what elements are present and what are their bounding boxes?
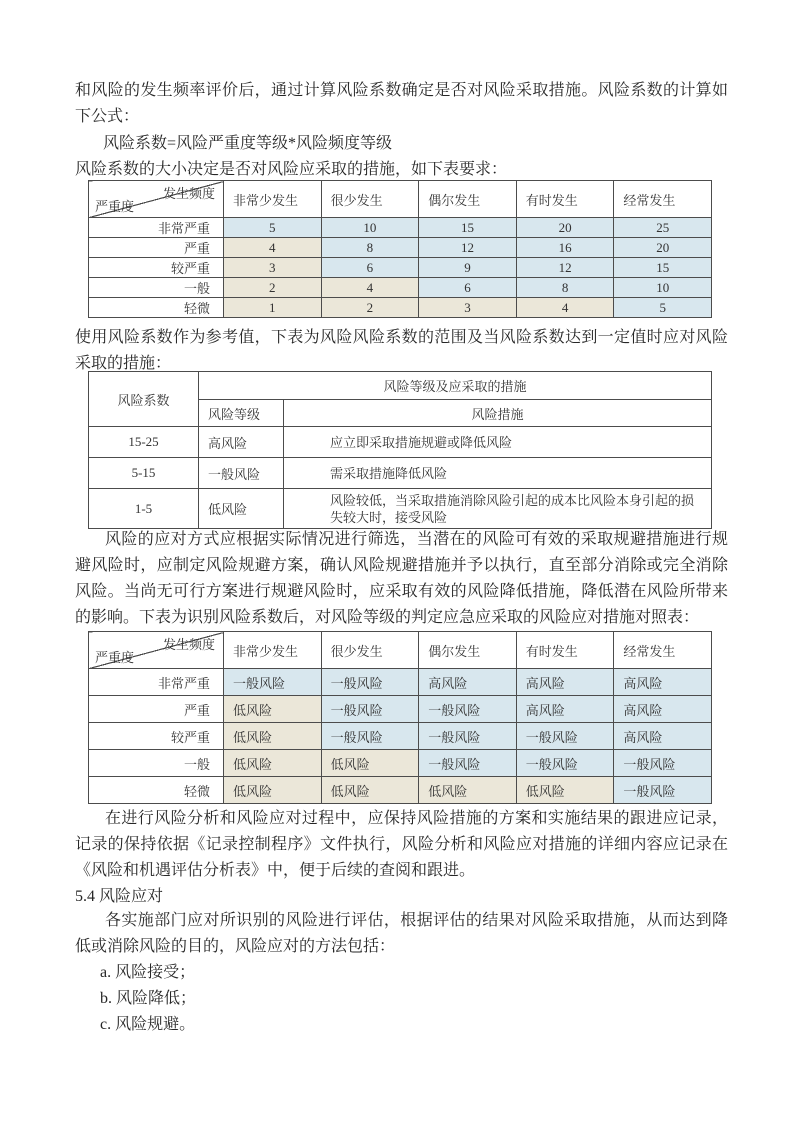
table-row (89, 258, 712, 278)
risk-measure-cell: 风险较低，当采取措施消除风险引起的成本比风险本身引起的损失较大时，接受风险 (284, 489, 712, 529)
column-header: 很少发生 (321, 632, 419, 669)
risk-level-cell: 一般风险 (516, 750, 614, 777)
risk-level-cell: 一般风险 (614, 777, 712, 804)
table2-intro-paragraph: 使用风险系数作为参考值，下表为风险风险系数的范围及当风险系数达到一定值时应对风险采取的措施： (75, 329, 728, 372)
column-header: 很少发生 (321, 181, 419, 218)
table1-intro-paragraph: 风险系数的大小决定是否对风险应采取的措施，如下表要求： (75, 161, 508, 178)
coefficient-column-header: 风险系数 (89, 372, 199, 427)
list-item-risk-avoidance: c. 风险规避。 (100, 1016, 196, 1033)
table-row (89, 723, 712, 750)
risk-level-cell: 一般风险 (516, 723, 614, 750)
risk-level-cell: 一般风险 (321, 669, 419, 696)
risk-level-cell: 低风险 (419, 777, 517, 804)
section-heading-5-4: 5.4 风险应对 (75, 888, 164, 905)
score-cell: 3 (224, 258, 322, 278)
frequency-severity-corner-cell (89, 632, 224, 669)
score-cell: 10 (614, 278, 712, 298)
score-cell: 4 (321, 278, 419, 298)
corner-frequency-label: 发生频度 (162, 186, 215, 201)
score-cell: 12 (516, 258, 614, 278)
section-5-4-paragraph: 各实施部门应对所识别的风险进行评估，根据评估的结果对风险采取措施，从而达到降低或消除风险的目的，风险应对的方法包括： (75, 912, 728, 955)
score-cell: 12 (419, 238, 517, 258)
table-row (89, 696, 712, 723)
intro-paragraph: 和风险的发生频率评价后，通过计算风险系数确定是否对风险采取措施。风险系数的计算如下公式： (75, 82, 728, 125)
row-header: 非常严重 (89, 218, 224, 238)
risk-level-cell: 一般风险 (614, 750, 712, 777)
table-row (89, 750, 712, 777)
score-cell: 2 (224, 278, 322, 298)
column-header: 非常少发生 (224, 181, 322, 218)
table-row (89, 278, 712, 298)
column-header: 有时发生 (516, 632, 614, 669)
table-row (89, 427, 712, 458)
score-cell: 3 (419, 298, 517, 318)
table-row (89, 238, 712, 258)
risk-level-cell: 低风险 (224, 777, 322, 804)
risk-level-cell: 一般风险 (321, 696, 419, 723)
risk-level-cell: 低风险 (321, 750, 419, 777)
score-cell: 2 (321, 298, 419, 318)
table-header-row (89, 632, 712, 669)
score-cell: 4 (516, 298, 614, 318)
row-header: 一般 (89, 750, 224, 777)
score-cell: 15 (614, 258, 712, 278)
table-row (89, 458, 712, 489)
score-cell: 1 (224, 298, 322, 318)
coefficient-range-cell: 1-5 (89, 489, 199, 529)
level-column-header: 风险等级 (199, 400, 284, 427)
table-header-row (89, 181, 712, 218)
score-cell: 6 (321, 258, 419, 278)
measure-column-header: 风险措施 (284, 400, 712, 427)
risk-coefficient-formula: 风险系数=风险严重度等级*风险频度等级 (103, 135, 393, 152)
column-header: 偶尔发生 (419, 181, 517, 218)
row-header: 较严重 (89, 258, 224, 278)
group-header: 风险等级及应采取的措施 (199, 372, 712, 400)
column-header: 经常发生 (614, 181, 712, 218)
risk-level-cell: 高风险 (199, 427, 284, 458)
risk-measure-cell: 需采取措施降低风险 (284, 458, 712, 489)
score-cell: 20 (614, 238, 712, 258)
frequency-severity-corner-cell (89, 181, 224, 218)
score-cell: 16 (516, 238, 614, 258)
risk-level-cell: 高风险 (419, 669, 517, 696)
row-header: 轻微 (89, 777, 224, 804)
row-header: 一般 (89, 278, 224, 298)
risk-score-matrix-table (88, 180, 712, 318)
table-row (89, 489, 712, 529)
score-cell: 15 (419, 218, 517, 238)
row-header: 严重 (89, 238, 224, 258)
score-cell: 5 (224, 218, 322, 238)
score-cell: 6 (419, 278, 517, 298)
score-cell: 5 (614, 298, 712, 318)
risk-level-cell: 低风险 (199, 489, 284, 529)
score-cell: 4 (224, 238, 322, 258)
list-item-risk-acceptance: a. 风险接受； (100, 964, 196, 981)
score-cell: 25 (614, 218, 712, 238)
row-header: 较严重 (89, 723, 224, 750)
risk-response-method-list (100, 960, 500, 1038)
risk-level-cell: 一般风险 (199, 458, 284, 489)
score-cell: 10 (321, 218, 419, 238)
score-cell: 8 (321, 238, 419, 258)
table-row (89, 669, 712, 696)
risk-level-cell: 高风险 (614, 669, 712, 696)
risk-level-cell: 高风险 (614, 723, 712, 750)
risk-level-cell: 低风险 (321, 777, 419, 804)
risk-level-cell: 一般风险 (321, 723, 419, 750)
risk-level-matrix-table (88, 631, 712, 804)
column-header: 经常发生 (614, 632, 712, 669)
corner-severity-label: 严重度 (95, 650, 135, 665)
row-header: 轻微 (89, 298, 224, 318)
record-keeping-paragraph: 在进行风险分析和风险应对过程中，应保持风险措施的方案和实施结果的跟进应记录，记录的保持依据《记录控制程序》文件执行，风险分析和风险应对措施的详细内容应记录在《风险和机遇评估分析表》中，便于后续的查阅和跟进。 (75, 810, 728, 879)
row-header: 严重 (89, 696, 224, 723)
risk-level-cell: 一般风险 (419, 750, 517, 777)
table-row (89, 218, 712, 238)
column-header: 非常少发生 (224, 632, 322, 669)
score-cell: 8 (516, 278, 614, 298)
table-row (89, 298, 712, 318)
risk-coefficient-table (88, 371, 712, 529)
column-header: 有时发生 (516, 181, 614, 218)
risk-level-cell: 高风险 (516, 696, 614, 723)
risk-level-cell: 一般风险 (419, 723, 517, 750)
corner-severity-label: 严重度 (95, 199, 135, 214)
table-header-row (89, 372, 712, 400)
response-paragraph: 风险的应对方式应根据实际情况进行筛选，当潜在的风险可有效的采取规避措施进行规避风险时，应制定风险规避方案，确认风险规避措施并予以执行，直至部分消除或完全消除风险。当尚无可行方案进行规避风险时，应采取有效的风险降低措施，降低潜在风险所带来的影响。下表为识别风险系数后，对风险等级的判定应急应采取的风险应对措施对照表： (75, 531, 728, 626)
risk-level-cell: 低风险 (224, 750, 322, 777)
risk-level-cell: 低风险 (516, 777, 614, 804)
table-row (89, 777, 712, 804)
corner-frequency-label: 发生频度 (162, 637, 215, 652)
coefficient-range-cell: 5-15 (89, 458, 199, 489)
score-cell: 9 (419, 258, 517, 278)
risk-level-cell: 低风险 (224, 723, 322, 750)
list-item-risk-reduction: b. 风险降低； (100, 990, 197, 1007)
score-cell: 20 (516, 218, 614, 238)
risk-level-cell: 一般风险 (419, 696, 517, 723)
risk-level-cell: 高风险 (516, 669, 614, 696)
row-header: 非常严重 (89, 669, 224, 696)
risk-level-cell: 一般风险 (224, 669, 322, 696)
column-header: 偶尔发生 (419, 632, 517, 669)
risk-level-cell: 低风险 (224, 696, 322, 723)
risk-measure-cell: 应立即采取措施规避或降低风险 (284, 427, 712, 458)
coefficient-range-cell: 15-25 (89, 427, 199, 458)
risk-level-cell: 高风险 (614, 696, 712, 723)
